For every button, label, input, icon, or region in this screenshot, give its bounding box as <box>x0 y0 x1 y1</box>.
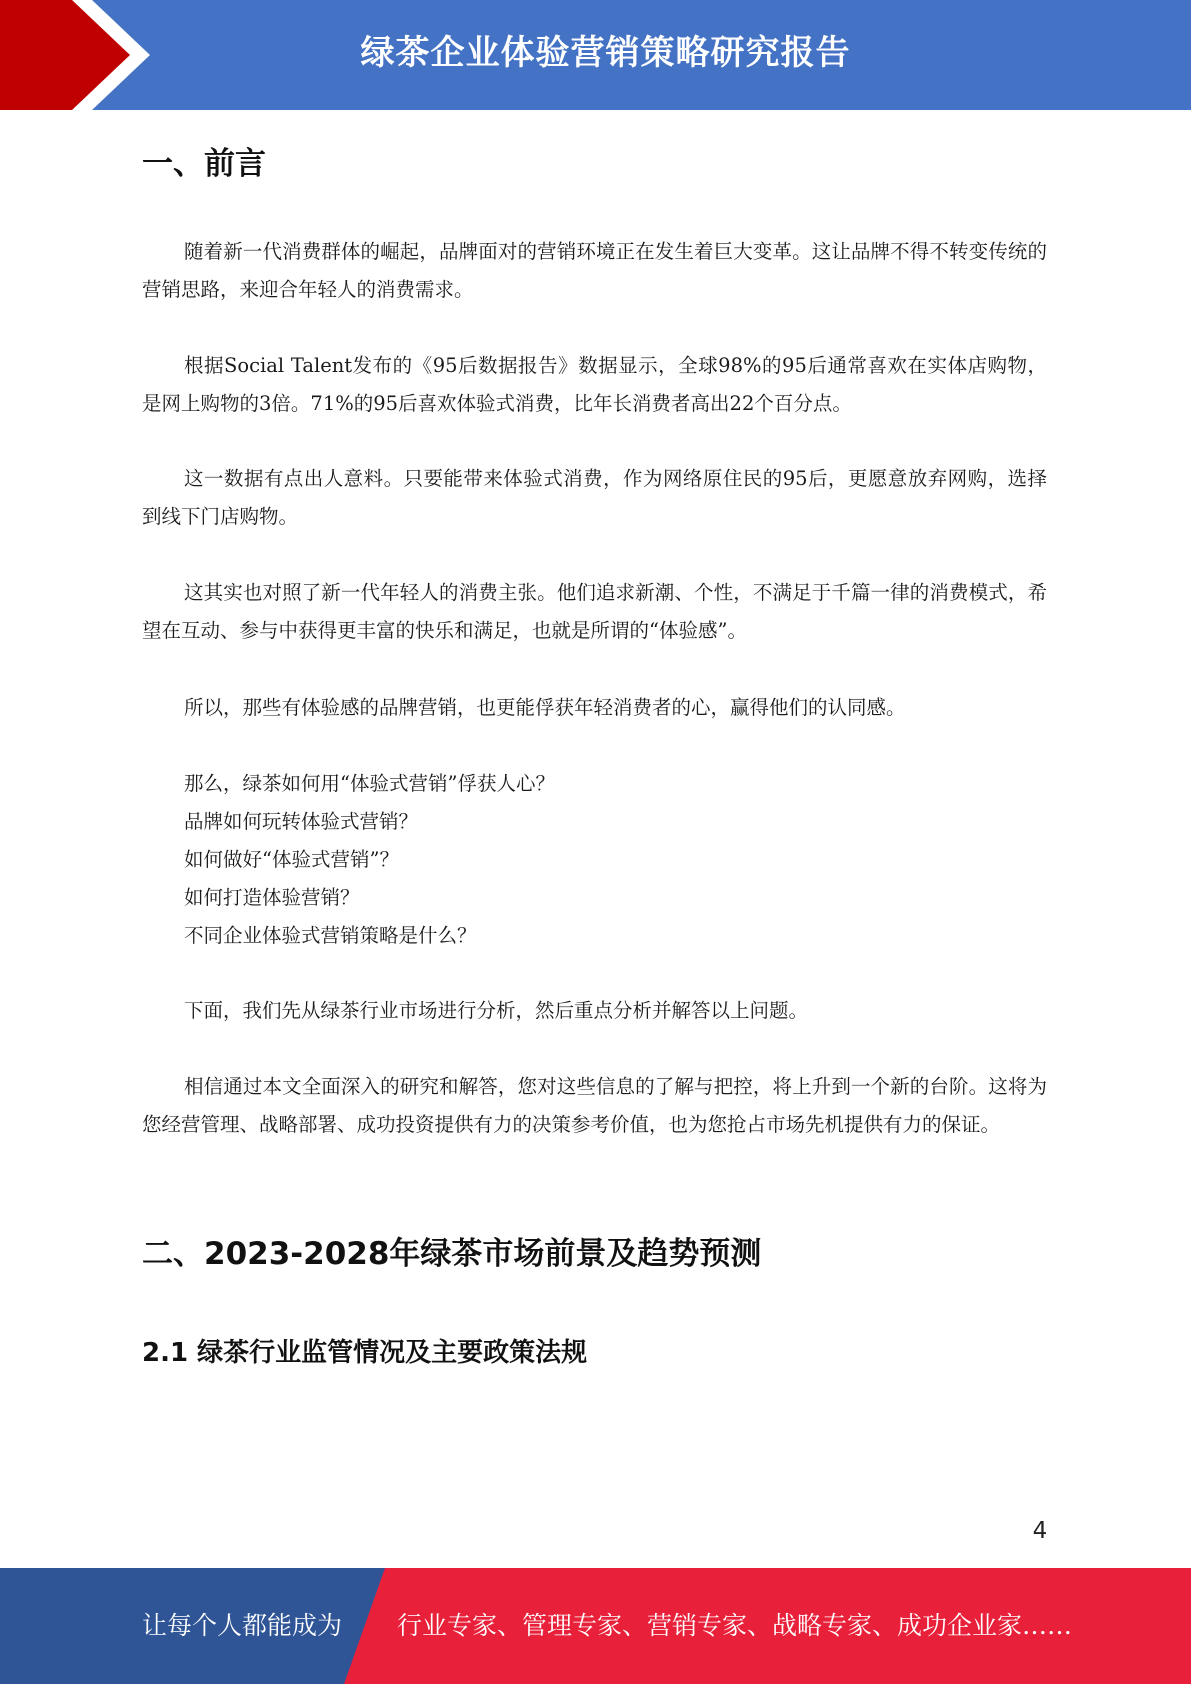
paragraph: 这一数据有点出人意料。只要能带来体验式消费，作为网络原住民的95后，更愿意放弃网购，选择到线下门店购物。 <box>142 467 1047 528</box>
paragraph: 下面，我们先从绿茶行业市场进行分析，然后重点分析并解答以上问题。 <box>184 999 809 1022</box>
question-item: 品牌如何玩转体验式营销？ <box>184 810 419 833</box>
paragraph: 根据Social Talent发布的《95后数据报告》数据显示，全球98%的95后通常喜欢在实体店购物，是网上购物的3倍。71%的95后喜欢体验式消费，比年长消费者高出22个百分点。 <box>142 354 1047 415</box>
paragraph: 这其实也对照了新一代年轻人的消费主张。他们追求新潮、个性，不满足于千篇一律的消费模式，希望在互动、参与中获得更丰富的快乐和满足，也就是所谓的“体验感”。 <box>142 581 1047 642</box>
section-heading-intro: 一、前言 <box>142 146 266 182</box>
paragraph: 随着新一代消费群体的崛起，品牌面对的营销环境正在发生着巨大变革。这让品牌不得不转变传统的营销思路，来迎合年轻人的消费需求。 <box>142 240 1047 301</box>
question-item: 如何做好“体验式营销”？ <box>184 848 399 871</box>
paragraph: 相信通过本文全面深入的研究和解答，您对这些信息的了解与把控，将上升到一个新的台阶。这将为您经营管理、战略部署、成功投资提供有力的决策参考价值，也为您抢占市场先机提供有力的保证。 <box>142 1075 1047 1136</box>
report-title: 绿茶企业体验营销策略研究报告 <box>360 33 851 73</box>
page-footer <box>0 1568 1191 1684</box>
footer-slogan-left: 让每个人都能成为 <box>142 1611 343 1640</box>
question-item: 不同企业体验式营销策略是什么？ <box>184 924 477 947</box>
question-item: 那么，绿茶如何用“体验式营销”俘获人心？ <box>184 772 555 795</box>
page-number: 4 <box>1032 1518 1048 1544</box>
section-heading-market-outlook: 二、2023-2028年绿茶市场前景及趋势预测 <box>142 1236 762 1272</box>
subsection-heading-regulation: 2.1 绿茶行业监管情况及主要政策法规 <box>142 1338 588 1368</box>
page-header <box>0 0 1191 110</box>
question-list <box>184 765 1044 955</box>
paragraph: 所以，那些有体验感的品牌营销，也更能俘获年轻消费者的心，赢得他们的认同感。 <box>184 696 906 719</box>
footer-slogan-right: 行业专家、管理专家、营销专家、战略专家、成功企业家…… <box>397 1611 1073 1640</box>
question-item: 如何打造体验营销？ <box>184 886 360 909</box>
